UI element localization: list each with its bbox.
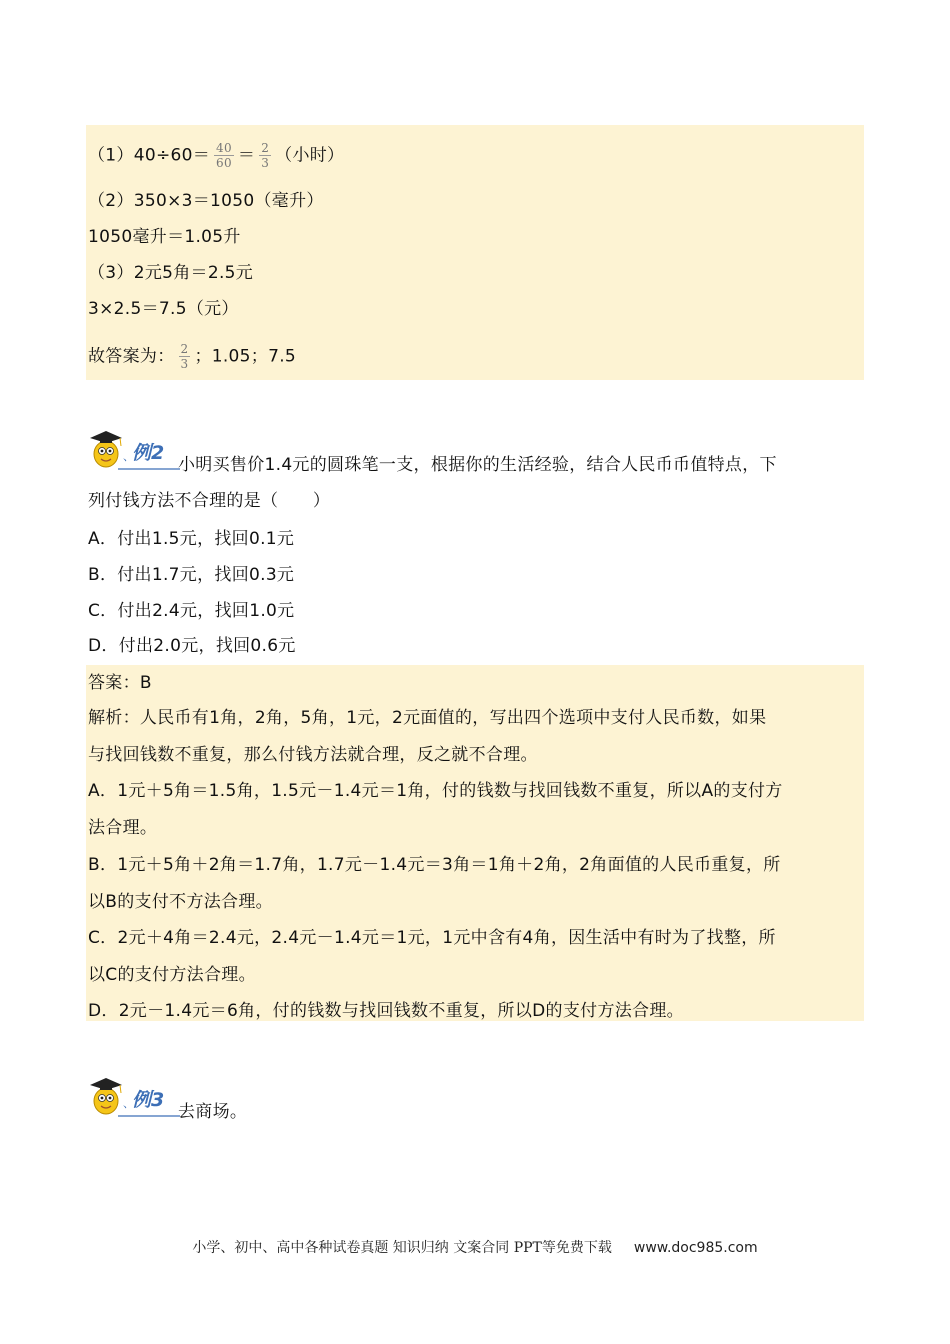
example-3-badge <box>88 1071 180 1119</box>
solution1-line5: 3×2.5＝7.5（元） <box>88 299 239 319</box>
example2-option-d: D．付出2.0元，找回0.6元 <box>88 636 296 656</box>
example2-analysis-4: 法合理。 <box>88 818 158 838</box>
example2-analysis-5: B．1元＋5角＋2角＝1.7角，1.7元－1.4元＝3角＝1角＋2角，2角面值的人民币重复，所 <box>88 855 781 875</box>
example2-answer: 答案：B <box>88 673 152 693</box>
example2-analysis-2: 与找回钱数不重复，那么付钱方法就合理，反之就不合理。 <box>88 745 538 765</box>
example-2-badge-label: 例2 <box>132 442 165 464</box>
page-footer <box>0 1237 950 1257</box>
solution1-line3: 1050毫升＝1.05升 <box>88 227 241 247</box>
fraction-2-3: $\frac{2}{3}$ <box>261 141 270 170</box>
graduate-mascot-icon <box>90 1078 122 1114</box>
fraction-40-60: $\frac{40}{60}$ <box>216 141 232 170</box>
svg-text:、: 、 <box>123 450 134 463</box>
example2-analysis-8: 以C的支付方法合理。 <box>88 965 256 985</box>
solution1-line1: （1）40÷60＝ $\frac{40}{60}$ ＝ $\frac{2}{3}$ （小时） <box>88 141 345 170</box>
example2-analysis-6: 以B的支付不方法合理。 <box>88 892 273 912</box>
footer-url[interactable]: www.doc985.com <box>633 1240 758 1256</box>
solution1-line6: 故答案为： $\frac{2}{3}$ ；1.05；7.5 <box>88 342 297 371</box>
example2-analysis-3: A．1元＋5角＝1.5角，1.5元－1.4元＝1角，付的钱数与找回钱数不重复，所以A的支付方 <box>88 781 783 801</box>
footer-text: 小学、初中、高中各种试卷真题 知识归纳 文案合同 PPT等免费下载 <box>192 1240 612 1256</box>
example2-option-a: A．付出1.5元，找回0.1元 <box>88 529 295 549</box>
graduate-mascot-icon <box>90 431 122 467</box>
example-2-badge <box>88 424 180 472</box>
example2-analysis-9: D．2元－1.4元＝6角，付的钱数与找回钱数不重复，所以D的支付方法合理。 <box>88 1001 684 1021</box>
svg-text:、: 、 <box>123 1097 134 1110</box>
example2-analysis-7: C．2元＋4角＝2.4元，2.4元－1.4元＝1元，1元中含有4角，因生活中有时为了找整，所 <box>88 928 776 948</box>
solution1-line2: （2）350×3＝1050（毫升） <box>88 191 324 211</box>
example2-analysis-1: 解析：人民币有1角，2角，5角，1元，2元面值的，写出四个选项中支付人民币数，如果 <box>88 708 767 728</box>
example2-question-line1: 小明买售价1.4元的圆珠笔一支，根据你的生活经验，结合人民币币值特点，下 <box>178 455 777 475</box>
example2-option-c: C．付出2.4元，找回1.0元 <box>88 601 295 621</box>
fraction-2-3-answer: $\frac{2}{3}$ <box>180 342 189 371</box>
example2-question-line2: 列付钱方法不合理的是（ ） <box>88 491 331 511</box>
solution1-line4: （3）2元5角＝2.5元 <box>88 263 254 283</box>
example3-question-line1: 去商场。 <box>178 1102 248 1122</box>
example-3-badge-label: 例3 <box>132 1089 165 1111</box>
example2-option-b: B．付出1.7元，找回0.3元 <box>88 565 295 585</box>
